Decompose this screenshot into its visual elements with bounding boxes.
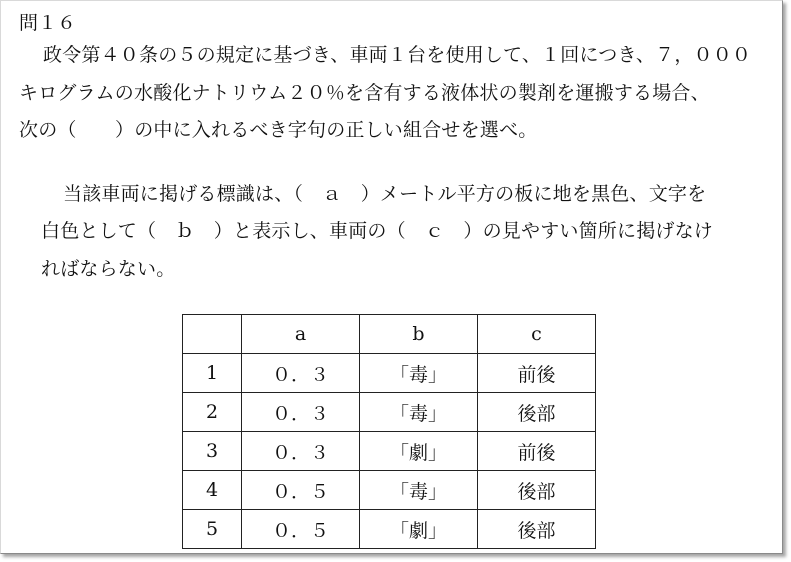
choice-number: 1 (183, 354, 242, 393)
table-row (183, 471, 596, 510)
header-cell-blank (183, 315, 242, 354)
value-a: ０．５ (242, 471, 360, 510)
answer-table (182, 314, 596, 549)
choice-number: 3 (183, 432, 242, 471)
question-number: 問１６ (19, 12, 77, 34)
choice-number: 5 (183, 510, 242, 549)
value-c: 前後 (478, 354, 596, 393)
value-c: 後部 (478, 393, 596, 432)
header-cell-b: b (360, 315, 478, 354)
table-row (183, 432, 596, 471)
value-a: ０．３ (242, 393, 360, 432)
value-c: 前後 (478, 432, 596, 471)
table-row (183, 393, 596, 432)
value-b: 「毒」 (360, 354, 478, 393)
value-b: 「劇」 (360, 510, 478, 549)
statement-line-1: 当該車両に掲げる標識は、（ ａ ）メートル平方の板に地を黒色、文字を (63, 183, 707, 205)
choice-number: 2 (183, 393, 242, 432)
question-line-2: キログラムの水酸化ナトリウム２０％を含有する液体状の製剤を運搬する場合、 (19, 82, 710, 104)
header-cell-c: c (478, 315, 596, 354)
statement-line-2: 白色として（ ｂ ）と表示し、車両の（ ｃ ）の見やすい箇所に掲げなけ (41, 220, 714, 242)
value-a: ０．５ (242, 510, 360, 549)
header-cell-a: a (242, 315, 360, 354)
value-a: ０．３ (242, 432, 360, 471)
value-b: 「毒」 (360, 393, 478, 432)
table-row (183, 510, 596, 549)
value-b: 「劇」 (360, 432, 478, 471)
value-c: 後部 (478, 510, 596, 549)
statement-line-3: ればならない。 (41, 258, 176, 280)
value-a: ０．３ (242, 354, 360, 393)
question-line-1: 政令第４０条の５の規定に基づき、車両１台を使用して、１回につき、７，０００ (43, 44, 752, 66)
value-b: 「毒」 (360, 471, 478, 510)
value-c: 後部 (478, 471, 596, 510)
choice-number: 4 (183, 471, 242, 510)
table-row (183, 354, 596, 393)
table-header-row (183, 315, 596, 354)
question-line-3: 次の（ ）の中に入れるべき字句の正しい組合せを選べ。 (19, 119, 538, 141)
